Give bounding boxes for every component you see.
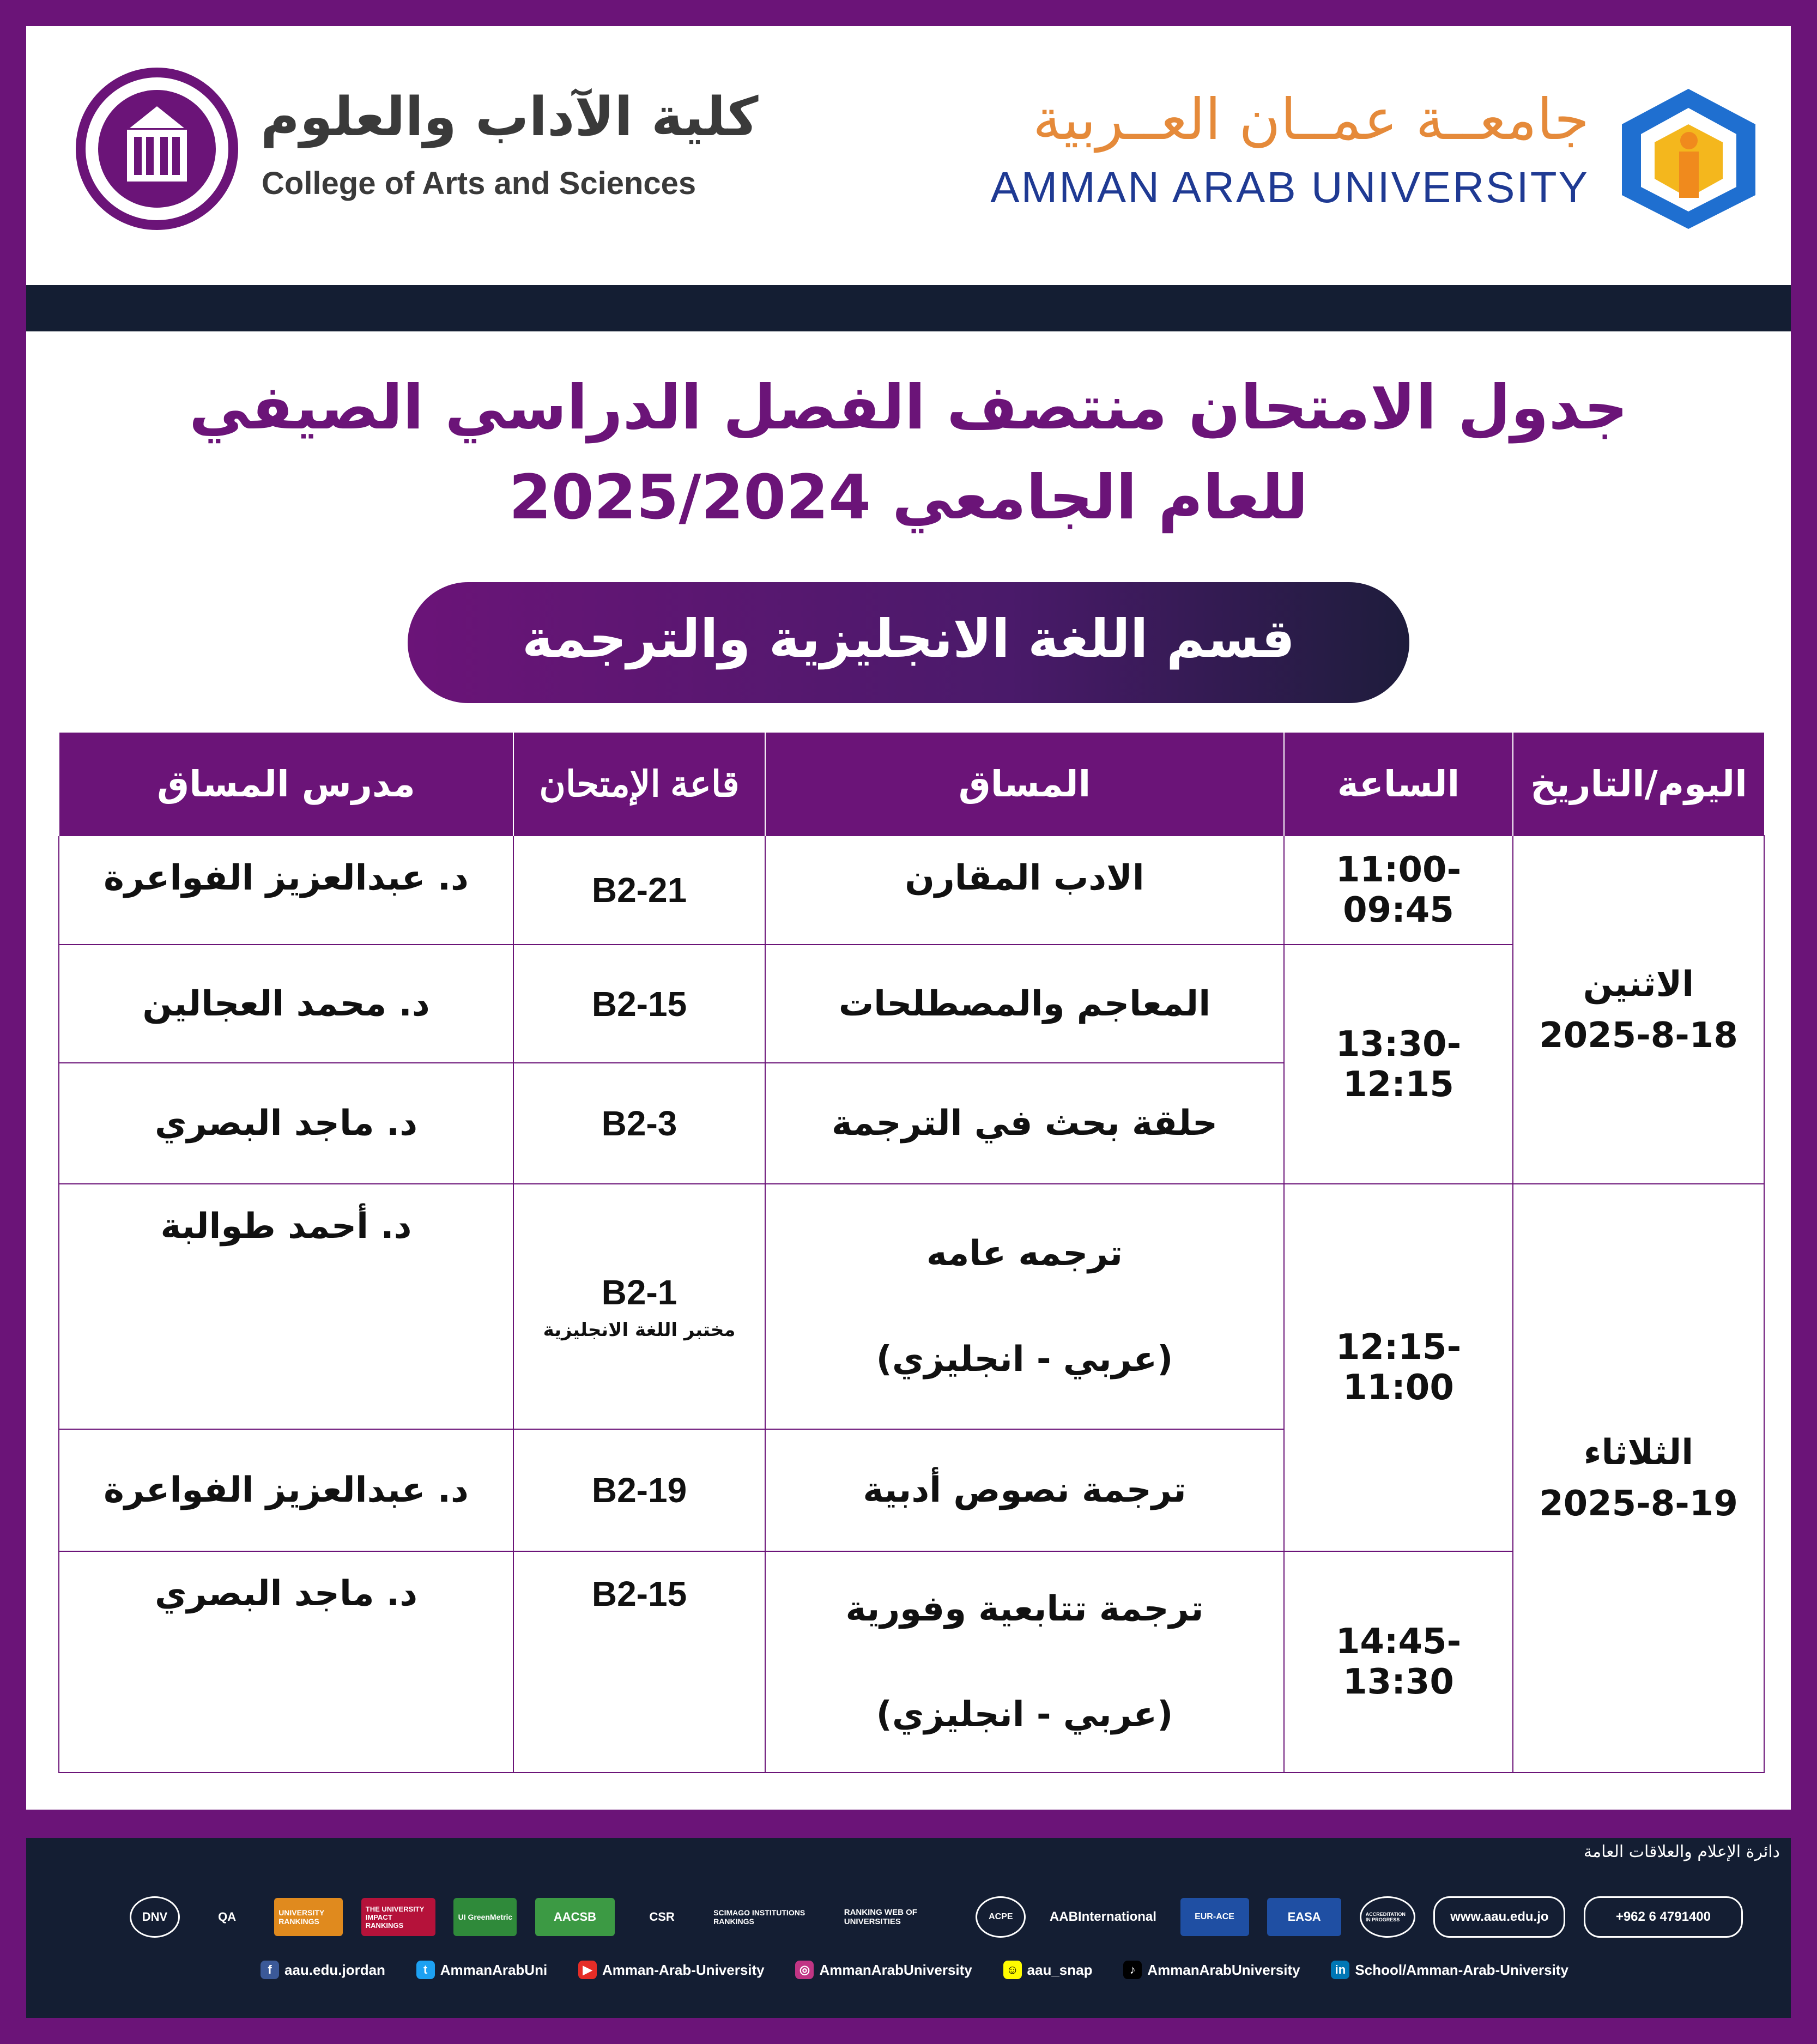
course-title: ترجمه عامه xyxy=(926,1233,1123,1274)
college-logo-icon xyxy=(75,67,239,231)
room-cell: B2-15 xyxy=(513,945,765,1063)
course-cell: المعاجم والمصطلحات xyxy=(765,945,1284,1063)
tiktok-icon: ♪ xyxy=(1123,1961,1142,1979)
course-title: ترجمة تتابعية وفورية xyxy=(845,1589,1204,1629)
header-time: الساعة xyxy=(1284,733,1513,836)
course-cell: الادب المقارن xyxy=(765,836,1284,945)
footer xyxy=(26,1838,1791,2018)
room-cell: B2-15 xyxy=(513,1551,765,1773)
social-tiktok[interactable] xyxy=(1123,1961,1300,1979)
room-note: مختبر اللغة الانجليزية xyxy=(543,1319,736,1341)
course-subtitle: (عربي - انجليزي) xyxy=(876,1339,1173,1380)
page-title: جدول الامتحان منتصف الفصل الدراسي الصيفي xyxy=(189,372,1628,443)
header-course: المساق xyxy=(765,733,1284,836)
youtube-icon: ▶ xyxy=(578,1961,597,1979)
table-row xyxy=(59,836,1764,945)
social-label: AmmanArabUniversity xyxy=(819,1961,972,1978)
day-date: 2025-8-19 xyxy=(1539,1484,1738,1524)
badge-accreditation: ACCREDITATION IN PROGRESS xyxy=(1360,1896,1415,1938)
department-banner xyxy=(408,582,1409,703)
linkedin-icon: in xyxy=(1331,1961,1349,1979)
instructor-cell: د. محمد العجالين xyxy=(59,945,513,1063)
social-snapchat[interactable] xyxy=(1003,1961,1093,1979)
header-instructor: مدرس المساق xyxy=(59,733,513,836)
badge-dnv: DNV xyxy=(130,1896,180,1938)
day-date: 2025-8-18 xyxy=(1539,1015,1738,1056)
badge-qa: QA xyxy=(218,1910,237,1924)
badge-aab: AABInternational xyxy=(1049,1909,1156,1924)
course-subtitle: (عربي - انجليزي) xyxy=(876,1695,1173,1735)
exam-schedule-table xyxy=(58,733,1759,1774)
social-label: AmmanArabUniversity xyxy=(1147,1961,1300,1978)
time-cell: 11:00-09:45 xyxy=(1284,836,1513,945)
day-name: الثلاثاء xyxy=(1583,1432,1694,1473)
badge-csr: CSR xyxy=(649,1910,675,1924)
social-label: School/Amman-Arab-University xyxy=(1355,1961,1568,1978)
phone-number[interactable]: +962 6 4791400 xyxy=(1584,1896,1743,1938)
instructor-cell: د. عبدالعزيز الفواعرة xyxy=(59,1429,513,1551)
instagram-icon: ◎ xyxy=(795,1961,814,1979)
header xyxy=(26,26,1791,285)
table-row xyxy=(59,1184,1764,1429)
footer-department: دائرة الإعلام والعلاقات العامة xyxy=(1583,1842,1780,1861)
time-cell: 14:45-13:30 xyxy=(1284,1551,1513,1773)
badge-acpe: ACPE xyxy=(976,1896,1026,1938)
social-label: AmmanArabUni xyxy=(440,1961,548,1978)
badge-greenmetric: UI GreenMetric xyxy=(453,1898,517,1936)
header-room: قاعة الإمتحان xyxy=(513,733,765,836)
university-logo-icon xyxy=(1619,86,1758,231)
social-facebook[interactable] xyxy=(261,1961,385,1979)
instructor-cell: د. عبدالعزيز الفواعرة xyxy=(59,836,513,945)
badge-ranking-web: RANKING WEB OF UNIVERSITIES xyxy=(844,1908,917,1926)
badge-university-rankings: UNIVERSITY RANKINGS xyxy=(274,1898,343,1936)
page-subtitle: للعام الجامعي 2025/2024 xyxy=(508,462,1309,533)
badge-the-impact: THE UNIVERSITY IMPACT RANKINGS xyxy=(361,1898,435,1936)
social-instagram[interactable] xyxy=(795,1961,972,1979)
page-frame xyxy=(26,26,1791,1810)
course-cell: ترجمة نصوص أدبية xyxy=(765,1429,1284,1551)
room-cell xyxy=(513,1184,765,1429)
course-cell xyxy=(765,1551,1284,1773)
day-name: الاثنين xyxy=(1583,964,1694,1005)
day-cell xyxy=(1513,1184,1764,1773)
website-link[interactable]: www.aau.edu.jo xyxy=(1433,1896,1565,1938)
university-name-ar: جامعــة عمــان العــربية xyxy=(1032,86,1589,153)
university-name-en: AMMAN ARAB UNIVERSITY xyxy=(990,163,1589,211)
instructor-cell: د. ماجد البصري xyxy=(59,1551,513,1773)
department-name: قسم اللغة الانجليزية والترجمة xyxy=(522,608,1295,669)
college-name-ar: كلية الآداب والعلوم xyxy=(261,86,759,148)
accreditation-badges xyxy=(130,1892,1743,1942)
social-linkedin[interactable] xyxy=(1331,1961,1568,1979)
facebook-icon: f xyxy=(261,1961,279,1979)
time-cell: 13:30-12:15 xyxy=(1284,945,1513,1184)
badge-scimago: SCIMAGO INSTITUTIONS RANKINGS xyxy=(713,1908,805,1926)
instructor-cell: د. أحمد طوالبة xyxy=(59,1184,513,1429)
social-label: aau.edu.jordan xyxy=(284,1961,385,1978)
table-row xyxy=(59,1551,1764,1773)
social-label: aau_snap xyxy=(1027,1961,1093,1978)
day-cell xyxy=(1513,836,1764,1184)
room-cell: B2-19 xyxy=(513,1429,765,1551)
header-day: اليوم/التاريخ xyxy=(1513,733,1764,836)
time-cell: 12:15-11:00 xyxy=(1284,1184,1513,1551)
snapchat-icon: ☺ xyxy=(1003,1961,1022,1979)
badge-eur-ace: EUR-ACE xyxy=(1180,1898,1249,1936)
college-name-en: College of Arts and Sciences xyxy=(262,166,696,201)
badge-aacsb: AACSB xyxy=(535,1898,615,1936)
course-cell xyxy=(765,1184,1284,1429)
badge-easa: EASA xyxy=(1267,1898,1341,1936)
instructor-cell: د. ماجد البصري xyxy=(59,1063,513,1184)
header-divider-bar xyxy=(26,285,1791,331)
social-youtube[interactable] xyxy=(578,1961,765,1979)
room-cell: B2-3 xyxy=(513,1063,765,1184)
table-row xyxy=(59,945,1764,1063)
social-twitter[interactable] xyxy=(416,1961,547,1979)
course-cell: حلقة بحث في الترجمة xyxy=(765,1063,1284,1184)
social-label: Amman-Arab-University xyxy=(602,1961,765,1978)
twitter-icon: t xyxy=(416,1961,435,1979)
room-code: B2-1 xyxy=(601,1273,677,1312)
social-links xyxy=(261,1954,1568,1986)
room-cell: B2-21 xyxy=(513,836,765,945)
